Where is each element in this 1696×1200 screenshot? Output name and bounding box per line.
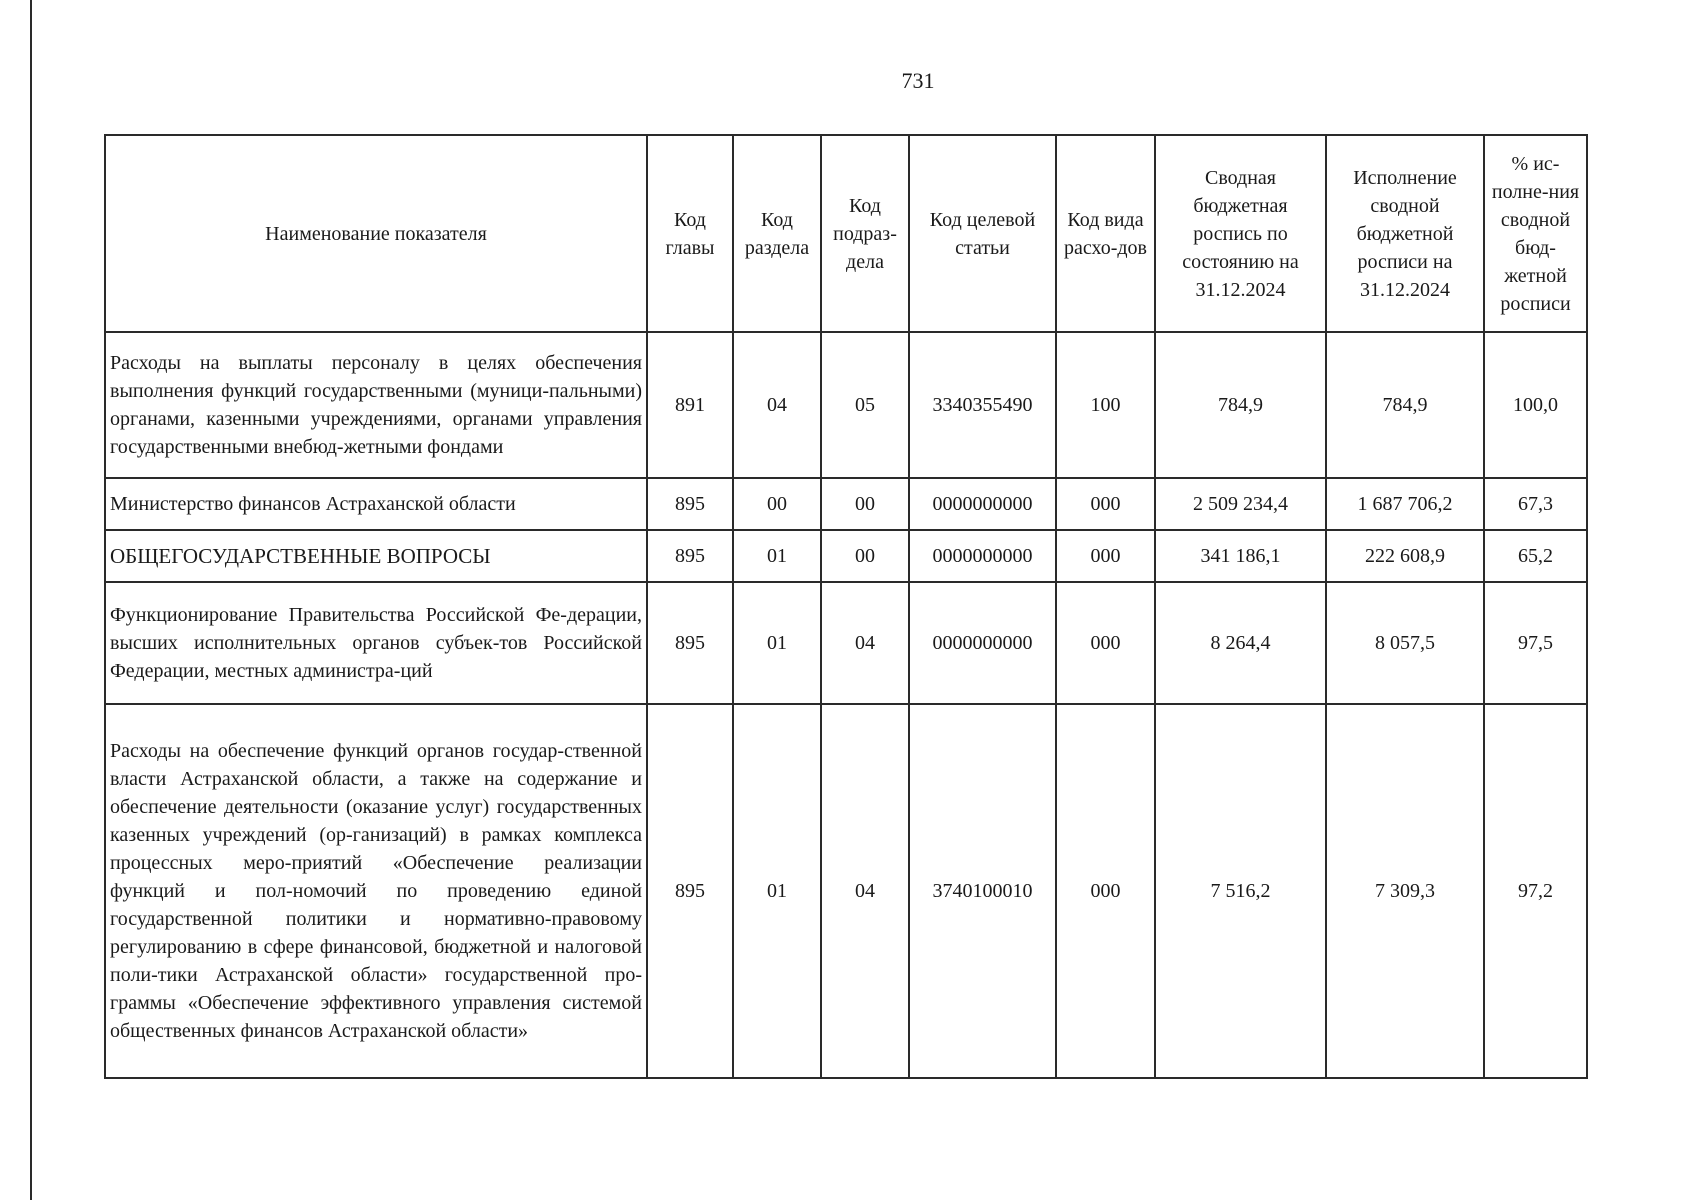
budget-execution-table [104, 134, 1588, 1079]
row-section-code: 01 [733, 582, 821, 704]
row-section-code: 00 [733, 478, 821, 530]
row-execution-percent: 97,2 [1484, 704, 1587, 1078]
table-row [105, 530, 1587, 582]
header-expense-type-code: Код вида расхо-дов [1056, 135, 1155, 332]
row-subsection-code: 00 [821, 530, 909, 582]
header-indicator-name: Наименование показателя [105, 135, 647, 332]
header-budget-schedule: Сводная бюджетная роспись по состоянию на 31.12.2024 [1155, 135, 1326, 332]
row-budget-execution: 8 057,5 [1326, 582, 1484, 704]
row-budget-schedule: 341 186,1 [1155, 530, 1326, 582]
row-section-code: 01 [733, 704, 821, 1078]
header-section-code: Код раздела [733, 135, 821, 332]
row-chapter-code: 895 [647, 704, 733, 1078]
scan-edge-line [30, 0, 32, 1200]
row-execution-percent: 100,0 [1484, 332, 1587, 478]
row-target-article-code: 0000000000 [909, 582, 1056, 704]
row-budget-execution: 222 608,9 [1326, 530, 1484, 582]
row-indicator-name: Функционирование Правительства Российской Фе-дерации, высших исполнительных органов субъек-тов Российской Федерации, местных администра-ций [105, 582, 647, 704]
row-chapter-code: 895 [647, 530, 733, 582]
header-subsection-code: Код подраз-дела [821, 135, 909, 332]
table-row [105, 582, 1587, 704]
row-indicator-name: Расходы на обеспечение функций органов государ-ственной власти Астраханской области, а также на содержание и обеспечение деятельности (оказание услуг) государственных казенных учреждений (ор-ганизаций) в рамках комплекса процессных меро-приятий «Обеспечение реализации функций и пол-номочий по проведению единой государственной политики и нормативно-правовому регулированию в сфере финансовой, бюджетной и налоговой поли-тики Астраханской области» государственной про-граммы «Обеспечение эффективного управления системой общественных финансов Астраханской области» [105, 704, 647, 1078]
row-expense-type-code: 000 [1056, 582, 1155, 704]
row-indicator-name: ОБЩЕГОСУДАРСТВЕННЫЕ ВОПРОСЫ [105, 530, 647, 582]
row-section-code: 04 [733, 332, 821, 478]
row-budget-schedule: 8 264,4 [1155, 582, 1326, 704]
row-budget-schedule: 7 516,2 [1155, 704, 1326, 1078]
header-execution-percent: % ис-полне-ния сводной бюд-жетной росписи [1484, 135, 1587, 332]
row-execution-percent: 97,5 [1484, 582, 1587, 704]
row-subsection-code: 04 [821, 582, 909, 704]
row-expense-type-code: 000 [1056, 478, 1155, 530]
row-expense-type-code: 000 [1056, 530, 1155, 582]
row-budget-schedule: 2 509 234,4 [1155, 478, 1326, 530]
table-row [105, 332, 1587, 478]
row-chapter-code: 895 [647, 582, 733, 704]
row-chapter-code: 895 [647, 478, 733, 530]
row-budget-execution: 7 309,3 [1326, 704, 1484, 1078]
row-expense-type-code: 000 [1056, 704, 1155, 1078]
row-subsection-code: 05 [821, 332, 909, 478]
row-section-code: 01 [733, 530, 821, 582]
row-execution-percent: 65,2 [1484, 530, 1587, 582]
row-indicator-name: Расходы на выплаты персоналу в целях обеспечения выполнения функций государственными (муници-пальными) органами, казенными учреждениями, органами управления государственными внебюд-жетными фондами [105, 332, 647, 478]
row-budget-schedule: 784,9 [1155, 332, 1326, 478]
header-budget-execution: Исполнение сводной бюджетной росписи на 31.12.2024 [1326, 135, 1484, 332]
table-row [105, 704, 1587, 1078]
header-target-article-code: Код целевой статьи [909, 135, 1056, 332]
table-header-row [105, 135, 1587, 332]
row-target-article-code: 0000000000 [909, 478, 1056, 530]
row-budget-execution: 784,9 [1326, 332, 1484, 478]
row-target-article-code: 3740100010 [909, 704, 1056, 1078]
row-target-article-code: 0000000000 [909, 530, 1056, 582]
row-target-article-code: 3340355490 [909, 332, 1056, 478]
row-subsection-code: 04 [821, 704, 909, 1078]
row-subsection-code: 00 [821, 478, 909, 530]
row-expense-type-code: 100 [1056, 332, 1155, 478]
header-chapter-code: Код главы [647, 135, 733, 332]
table-row [105, 478, 1587, 530]
row-execution-percent: 67,3 [1484, 478, 1587, 530]
row-indicator-name: Министерство финансов Астраханской области [105, 478, 647, 530]
row-budget-execution: 1 687 706,2 [1326, 478, 1484, 530]
page-number: 731 [901, 68, 935, 93]
row-chapter-code: 891 [647, 332, 733, 478]
